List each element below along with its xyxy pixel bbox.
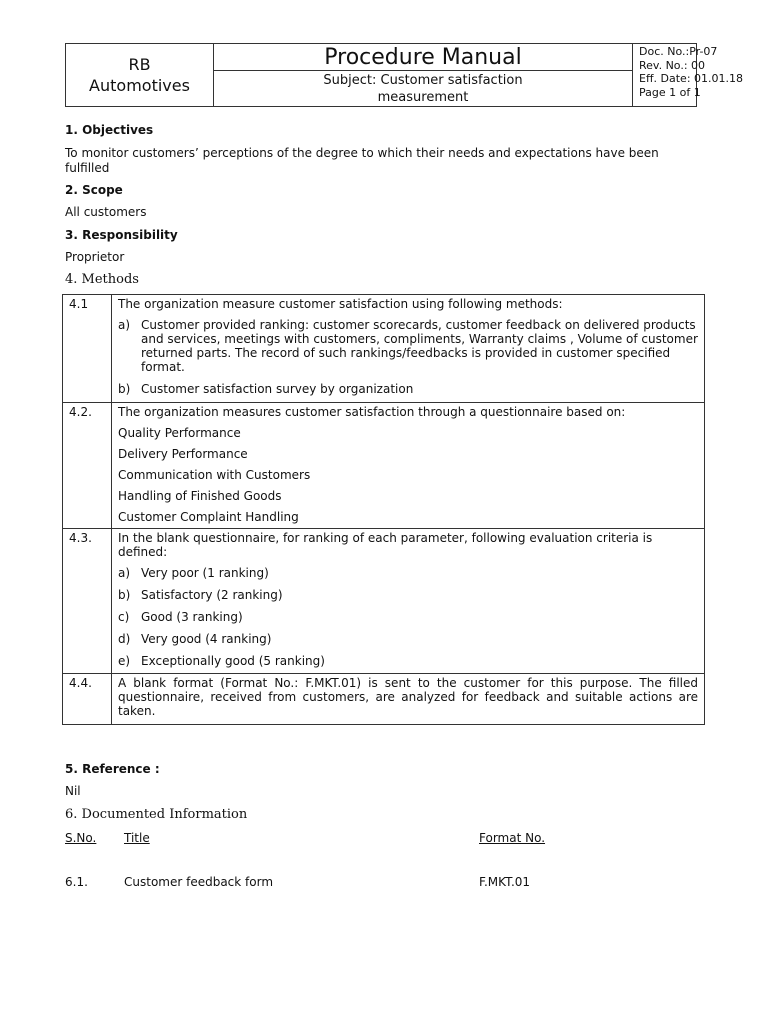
document-title: Procedure Manual: [214, 44, 633, 71]
row-intro: In the blank questionnaire, for ranking of each parameter, following evaluation criteria is defined:: [118, 531, 653, 559]
row-content: [112, 674, 705, 725]
document-header: [65, 43, 744, 107]
table-row: [63, 674, 705, 725]
row-content: [112, 403, 705, 529]
list-item-text: Customer provided ranking: customer scorecards, customer feedback on delivered products and services, meetings with customers, compliments, Warranty claims , Volume of customer returned parts. The record of such rankings/feedbacks is provided in customer specified format.: [141, 318, 698, 374]
row-sno: 6.1.: [65, 875, 88, 889]
revision-number: Rev. No.: 00: [639, 58, 706, 72]
effective-date: Eff. Date: 01.01.18: [639, 72, 744, 85]
list-marker: d): [118, 632, 131, 646]
objectives-heading: 1. Objectives: [65, 123, 154, 137]
row-content: [112, 529, 705, 674]
list-item-text: Very good (4 ranking): [141, 632, 272, 646]
reference-heading: 5. Reference :: [65, 762, 160, 776]
list-item: Delivery Performance: [118, 447, 248, 461]
row-number: 4.2.: [63, 403, 112, 529]
page-number: Page 1 of 1: [639, 85, 701, 99]
scope-text: All customers: [65, 205, 147, 219]
documented-info-heading: 6. Documented Information: [65, 807, 248, 822]
row-number: 4.4.: [63, 674, 112, 725]
scope-heading: 2. Scope: [65, 183, 123, 197]
row-format: F.MKT.01: [479, 875, 531, 889]
list-item: [118, 566, 698, 580]
company-name-line2: Automotives: [89, 76, 190, 95]
reference-text: Nil: [65, 784, 81, 798]
company-name: [66, 44, 214, 106]
row-number: 4.1: [63, 295, 112, 403]
row-title: Customer feedback form: [124, 875, 274, 889]
subject-line1: Subject: Customer satisfaction: [323, 73, 523, 88]
responsibility-heading: 3. Responsibility: [65, 228, 178, 242]
document-info: [633, 44, 744, 107]
list-item: [118, 382, 698, 396]
list-item: Handling of Finished Goods: [118, 489, 282, 503]
list-item: [118, 632, 698, 646]
list-item-text: Very poor (1 ranking): [141, 566, 269, 580]
list-item: [118, 318, 698, 374]
company-name-line1: RB: [128, 55, 151, 74]
column-header-format: Format No.: [479, 831, 546, 845]
list-item: Quality Performance: [118, 426, 241, 440]
list-item: [118, 654, 698, 668]
column-header-title: Title: [124, 831, 150, 845]
doc-number: Doc. No.:Pr-07: [639, 45, 718, 58]
objectives-text: To monitor customers’ perceptions of the degree to which their needs and expectations have been fulfilled: [65, 146, 659, 175]
list-item: [118, 610, 698, 624]
responsibility-text: Proprietor: [65, 250, 125, 264]
list-item: Customer Complaint Handling: [118, 510, 299, 524]
column-header-sno: S.No.: [65, 831, 97, 845]
list-marker: a): [118, 566, 131, 580]
list-item: Communication with Customers: [118, 468, 311, 482]
list-item-text: Customer satisfaction survey by organization: [141, 382, 414, 396]
table-row: [63, 295, 705, 403]
list-marker: e): [118, 654, 131, 668]
row-intro: The organization measure customer satisfaction using following methods:: [118, 297, 563, 311]
document-subject: [214, 71, 633, 106]
methods-table: [62, 294, 705, 725]
row-number: 4.3.: [63, 529, 112, 674]
list-item-text: Satisfactory (2 ranking): [141, 588, 283, 602]
list-marker: c): [118, 610, 130, 624]
list-item-text: Exceptionally good (5 ranking): [141, 654, 325, 668]
subject-line2: measurement: [377, 90, 469, 105]
list-marker: b): [118, 588, 131, 602]
list-item: [118, 588, 698, 602]
row-content: [112, 295, 705, 403]
list-item-text: Good (3 ranking): [141, 610, 243, 624]
table-row: [63, 403, 705, 529]
row-intro: The organization measures customer satisfaction through a questionnaire based on:: [118, 405, 626, 419]
methods-heading: 4. Methods: [65, 272, 139, 287]
row-intro: A blank format (Format No.: F.MKT.01) is sent to the customer for this purpose. The filled questionnaire, received from customers, are analyzed for feedback and suitable actions are taken.: [118, 676, 698, 718]
list-marker: b): [118, 382, 131, 396]
list-marker: a): [118, 318, 131, 332]
table-row: [63, 529, 705, 674]
